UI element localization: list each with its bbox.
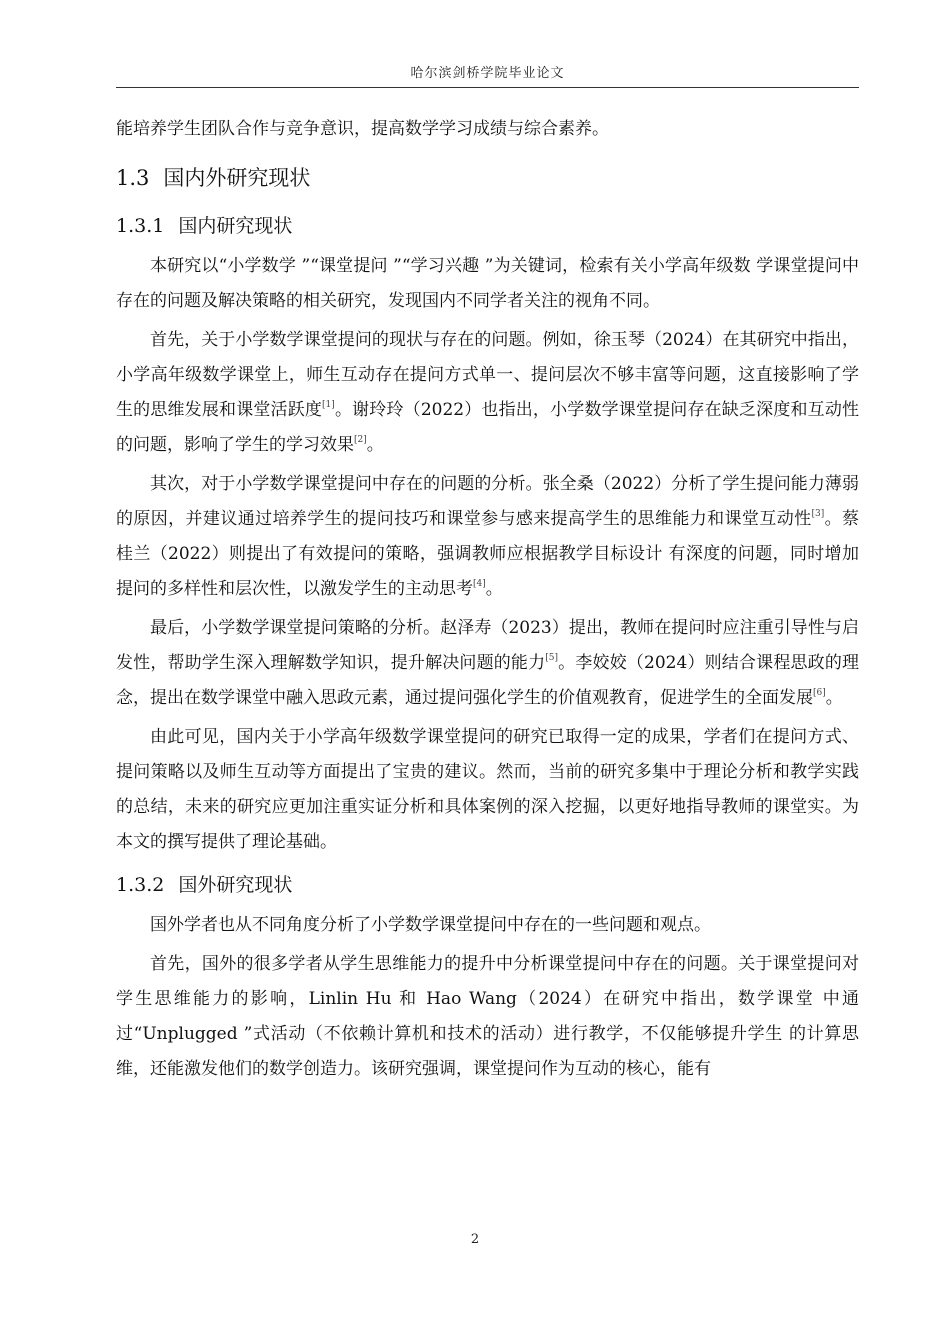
text-run: 其次，对于小学数学课堂提问中存在的问题的分析。张全桑（2022）分析了学生提问能力薄弱的原因，并建议通过培养学生的提问技巧和课堂参与感来提高学生的思维能力和课堂互动性 (116, 474, 859, 529)
text-run: 。 (485, 579, 503, 599)
citation-ref: [5] (545, 653, 559, 663)
paragraph-summary: 由此可见，国内关于小学高年级数学课堂提问的研究已取得一定的成果，学者们在提问方式、提问策略以及师生互动等方面提出了宝贵的建议。然而，当前的研究多集中于理论分析和教学实践的总结，未来的研究应更加注重实证分析和具体案例的深入挖掘，以更好地指导教师的课堂实。为本文的撰写提供了理论基础。 (116, 727, 859, 852)
citation-ref: [4] (473, 579, 486, 589)
subsection-heading-1-3-1 (116, 203, 859, 249)
paragraph-foreign-thinking: 首先，国外的很多学者从学生思维能力的提升中分析课堂提问中存在的问题。关于课堂提问对学生思维能力的影响，Linlin Hu 和 Hao Wang（2024）在研究中指出，数学课堂 中通过“Unplugged ”式活动（不依赖计算机和技术的活动）进行教学，不仅能够提升学生 的计算思维，还能激发他们的数学创造力。该研究强调，课堂提问作为互动的核心，能有 (116, 954, 859, 1079)
citation-ref: [3] (811, 509, 825, 519)
paragraph-status (116, 323, 859, 463)
header-divider (116, 87, 859, 88)
page-header: 哈尔滨剑桥学院毕业论文 (410, 66, 565, 81)
subsection-title: 国外研究现状 (178, 874, 293, 896)
paragraph-intro-tail: 能培养学生团队合作与竞争意识，提高数学学习成绩与综合素养。 (116, 119, 609, 139)
subsection-number: 1.3.1 (116, 215, 165, 237)
text-run: 。 (825, 688, 843, 708)
citation-ref: [1] (322, 400, 335, 410)
subsection-title: 国内研究现状 (178, 215, 293, 237)
text-run: 最后，小学数学课堂提问策略的分析。赵泽寿（2023）提出，教师在提问时应注重引导性与启发性，帮助学生深入理解数学知识，提升解决问题的能力 (116, 618, 859, 673)
text-run: 。李姣姣（2024）则结合课程思政的理念，提出在数学课堂中融入思政元素，通过提问强化学生的价值观教育，促进学生的全面发展 (116, 653, 860, 708)
paragraph-foreign-intro: 国外学者也从不同角度分析了小学数学课堂提问中存在的一些问题和观点。 (150, 915, 711, 935)
subsection-number: 1.3.2 (116, 874, 165, 896)
page-body (116, 112, 859, 1087)
text-run: 首先，关于小学数学课堂提问的现状与存在的问题。例如，徐玉琴（2024）在其研究中指出，小学高年级数学课堂上，师生互动存在提问方式单一、提问层次不够丰富等问题，这直接影响了学生的思维发展和课堂活跃度 (116, 330, 859, 420)
section-number: 1.3 (116, 166, 150, 190)
citation-ref: [2] (354, 435, 367, 445)
section-heading-1-3 (116, 155, 859, 201)
text-run: 。蔡桂兰（2022）则提出了有效提问的策略，强调教师应根据教学目标设计 有深度的问题，同时增加提问的多样性和层次性，以激发学生的主动思考 (116, 509, 860, 599)
page-number: 2 (470, 1232, 480, 1247)
paragraph-keywords: 本研究以“小学数学 ”“课堂提问 ”“学习兴趣 ”为关键词，检索有关小学高年级数 学课堂提问中存在的问题及解决策略的相关研究，发现国内不同学者关注的视角不同。 (116, 256, 859, 311)
text-run: 。谢玲玲（2022）也指出，小学数学课堂提问存在缺乏深度和互动性的问题，影响了学生的学习效果 (116, 400, 859, 455)
paragraph-strategy-analysis (116, 611, 859, 716)
section-title: 国内外研究现状 (163, 166, 311, 190)
paragraph-problem-analysis (116, 467, 859, 607)
citation-ref: [6] (813, 688, 826, 698)
subsection-heading-1-3-2 (116, 862, 859, 908)
text-run: 。 (366, 435, 384, 455)
